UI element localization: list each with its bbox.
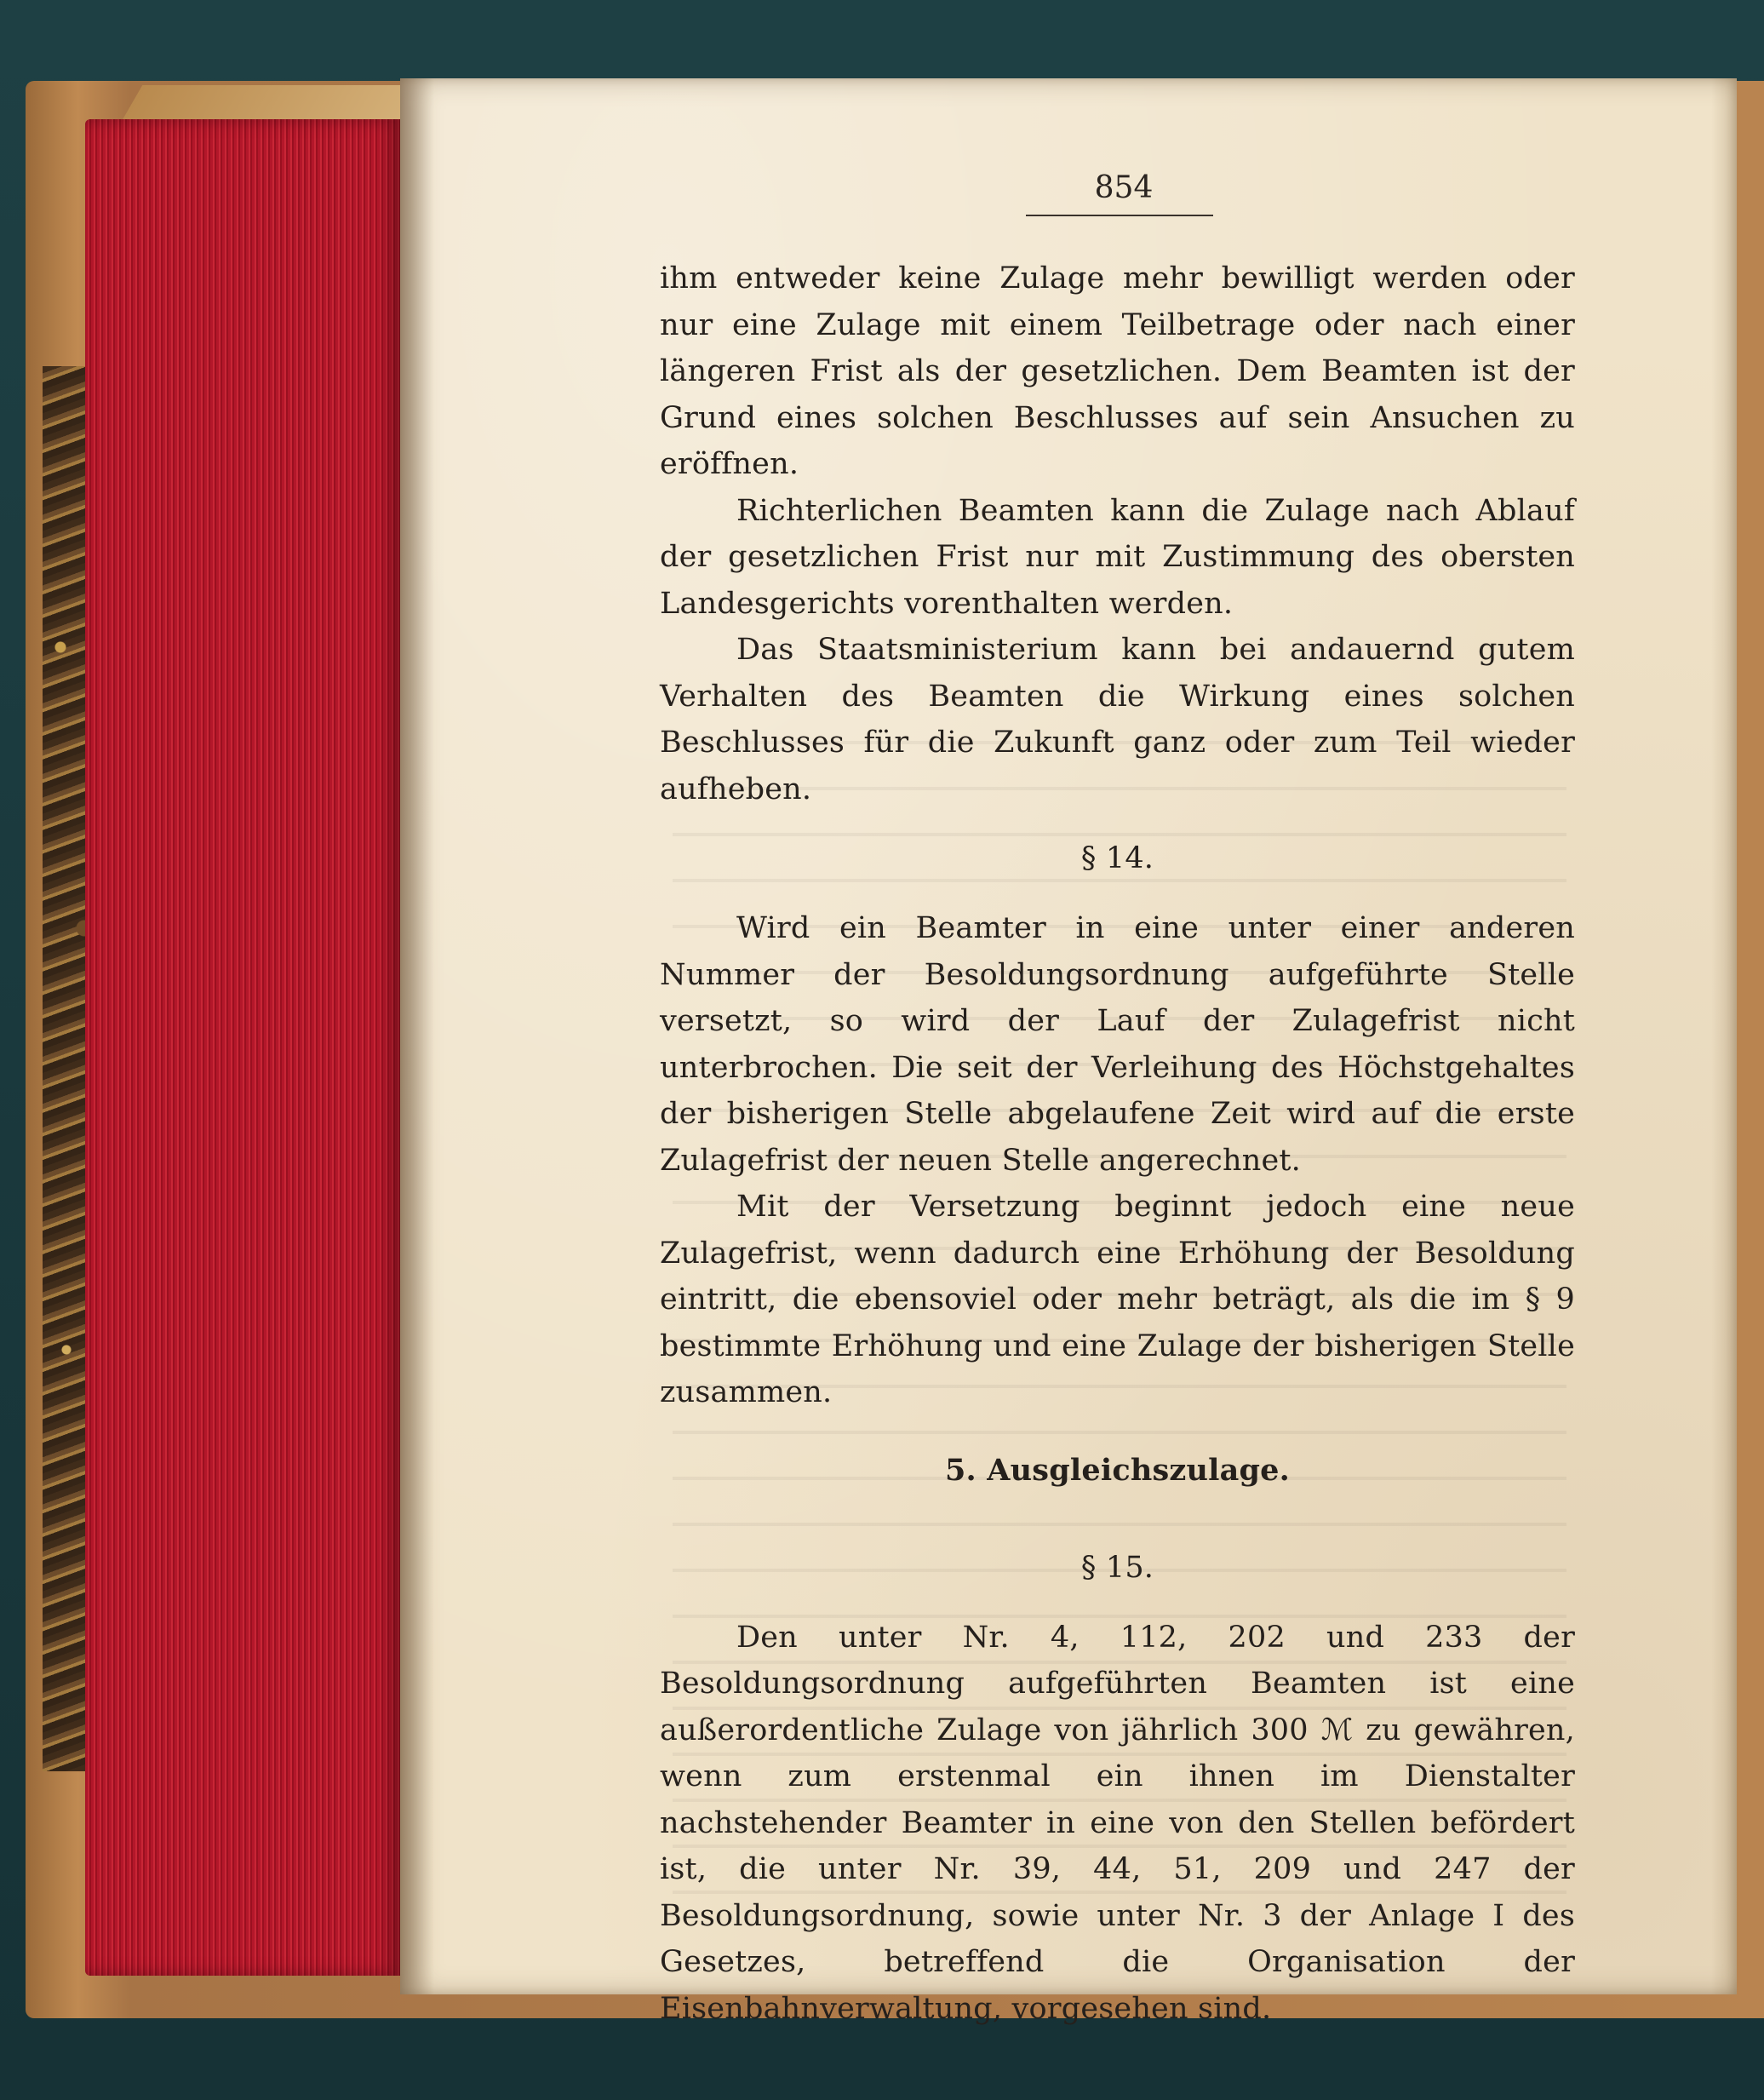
- paragraph-4: Wird ein Beamter in eine unter einer anderen Nummer der Besoldungsordnung aufgeführte Stelle versetzt, so wird der Lauf der Zulagefrist nicht unterbrochen. Die seit der Verleihung des Höchstgehaltes der bisherigen Stelle abgelaufene Zeit wird auf die erste Zulagefrist der neuen Stelle angerechnet.: [660, 911, 1575, 1178]
- subsection-heading-5: 5. Ausgleichszulage.: [944, 1452, 1291, 1488]
- paragraph-1: ihm entweder keine Zulage mehr bewilligt werden oder nur eine Zulage mit einem Teilbetrage oder nach einer längeren Frist als der gesetzlichen. Dem Beamten ist der Grund eines solchen Beschlusses auf sein Ansuchen zu eröffnen.: [660, 261, 1575, 481]
- page-text: [660, 255, 1575, 2032]
- paragraph-3: Das Staatsministerium kann bei andauernd gutem Verhalten des Beamten die Wirkung eines solchen Beschlusses für die Zukunft ganz oder zum Teil wieder aufheben.: [660, 633, 1575, 806]
- paragraph-6: Den unter Nr. 4, 112, 202 und 233 der Besoldungsordnung aufgeführten Beamten ist eine außerordentliche Zulage von jährlich 300 ℳ zu gewähren, wenn zum erstenmal ein ihnen im Dienstalter nachstehender Beamter in eine von den Stellen befördert ist, die unter Nr. 39, 44, 51, 209 und 247 der Besoldungsordnung, sowie unter Nr. 3 der Anlage I des Gesetzes, betreffend die Organisation der Eisenbahnverwaltung, vorgesehen sind.: [660, 1620, 1575, 2026]
- page-number: 854: [1094, 170, 1154, 205]
- paragraph-2: Richterlichen Beamten kann die Zulage nach Ablauf der gesetzlichen Frist nur mit Zustimmung des obersten Landesgerichts vorenthalten werden.: [660, 493, 1575, 621]
- page-right-edge: [1711, 78, 1737, 1994]
- red-page-edges: [85, 119, 400, 1976]
- section-heading-14: § 14.: [1080, 841, 1154, 875]
- page-number-rule: [1026, 215, 1213, 216]
- gutter-shadow: [400, 78, 434, 1994]
- paragraph-5: Mit der Versetzung beginnt jedoch eine neue Zulagefrist, wenn dadurch eine Erhöhung der Besoldung eintritt, die ebensoviel oder mehr beträgt, als die im § 9 bestimmte Erhöhung und eine Zulage der bisherigen Stelle zusammen.: [660, 1190, 1575, 1409]
- section-heading-15: § 15.: [1080, 1550, 1154, 1585]
